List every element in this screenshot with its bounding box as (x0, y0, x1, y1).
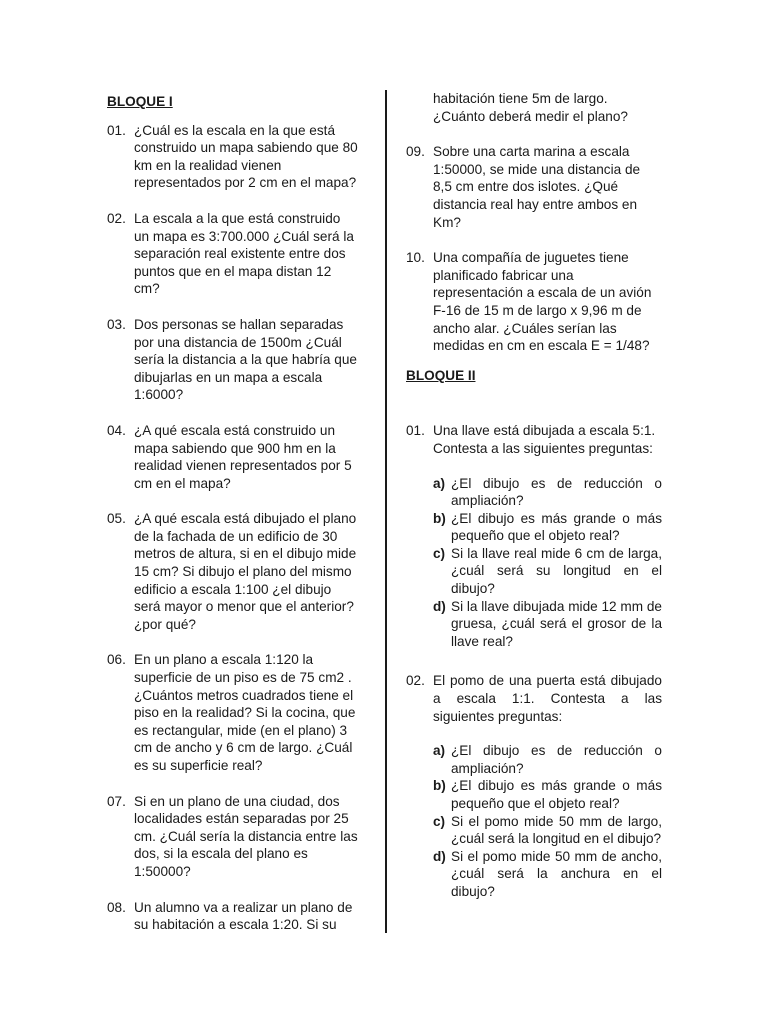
question-08-continuation: habitación tiene 5m de largo. ¿Cuánto deberá medir el plano? (433, 91, 628, 124)
question-number: 01. (406, 423, 425, 439)
sub-question-a (433, 742, 662, 777)
question-text: Una compañía de juguetes tiene planificado fabricar una representación a escala de un avión F-16 de 15 m de largo x 9,96 m de ancho alar. ¿Cuáles serían las medidas en cm en escala E = 1/48? (433, 250, 652, 354)
question-08 (107, 899, 367, 934)
question-number: 09. (406, 144, 425, 160)
question-number: 02. (406, 673, 425, 689)
column-divider (385, 90, 387, 933)
sub-question-d (433, 848, 662, 901)
question-02 (107, 210, 367, 298)
sub-question-c (433, 545, 662, 598)
sub-question-text: Si el pomo mide 50 mm de ancho, ¿cuál será la anchura en el dibujo? (451, 848, 662, 899)
question-text: Una llave está dibujada a escala 5:1. Contesta a las siguientes preguntas: (433, 423, 656, 456)
sub-question-b (433, 777, 662, 812)
sub-question-text: ¿El dibujo es más grande o más pequeño que el objeto real? (451, 510, 662, 544)
sub-question-text: ¿El dibujo es más grande o más pequeño que el objeto real? (451, 778, 662, 811)
sub-question-label: a) (433, 475, 446, 491)
block-2-question-02 (406, 672, 662, 900)
left-column (107, 88, 367, 952)
question-text: Sobre una carta marina a escala 1:50000, se mide una distancia de 8,5 cm entre dos islotes. ¿Qué distancia real hay entre ambos en Km? (433, 144, 641, 230)
sub-question-label: b) (433, 510, 446, 526)
question-number: 05. (107, 511, 126, 527)
question-09 (406, 143, 662, 231)
sub-question-label: b) (433, 778, 446, 794)
question-text: El pomo de una puerta está dibujado a escala 1:1. Contesta a las siguientes preguntas: (433, 673, 662, 724)
sub-question-label: c) (433, 545, 446, 561)
question-01 (107, 122, 367, 192)
question-text: ¿A qué escala está dibujado el plano de la fachada de un edificio de 30 metros de altura, si en el dibujo mide 15 cm? Si dibujo el plano del mismo edificio a escala 1:100 ¿el dibujo será mayor o menor que el anterior? ¿por qué? (134, 511, 357, 632)
question-number: 06. (107, 652, 126, 668)
right-column (406, 90, 662, 919)
block-2-question-01 (406, 422, 662, 650)
block-2-heading: BLOQUE II (406, 367, 476, 383)
question-body (433, 672, 662, 900)
question-number: 08. (107, 899, 126, 915)
sub-question-text: Si la llave real mide 6 cm de larga, ¿cuál será su longitud en el dibujo? (451, 545, 662, 597)
question-text: ¿A qué escala está construido un mapa sabiendo que 900 hm en la realidad vienen representados por 5 cm en el mapa? (134, 422, 352, 491)
sub-question-label: a) (433, 743, 446, 759)
question-number: 10. (406, 250, 425, 266)
question-text: En un plano a escala 1:120 la superficie de un piso es de 75 cm2 . ¿Cuántos metros cuadrados tiene el piso en la realidad? Si la cocina, que es rectangular, mide (en el plano) 3 cm de ancho y 6 cm de largo. ¿Cuál es su superficie real? (134, 652, 356, 773)
question-10 (406, 249, 662, 355)
sub-question-c (433, 813, 662, 848)
sub-question-b (433, 510, 662, 545)
sub-question-label: d) (433, 848, 446, 864)
question-text: Dos personas se hallan separadas por una distancia de 1500m ¿Cuál sería la distancia a la que habría que dibujarlas en un mapa a escala 1:6000? (134, 316, 357, 403)
sub-question-text: ¿El dibujo es de reducción o ampliación? (451, 475, 662, 509)
block-1-heading: BLOQUE I (107, 94, 173, 109)
question-text: ¿Cuál es la escala en la que está construido un mapa sabiendo que 80 km en la realidad vienen representados por 2 cm en el mapa? (134, 122, 358, 191)
question-number: 03. (107, 316, 126, 332)
question-number: 07. (107, 793, 126, 809)
question-body (433, 422, 662, 650)
question-03 (107, 316, 367, 404)
sub-question-list (433, 475, 662, 651)
question-text: La escala a la que está construido un mapa es 3:700.000 ¿Cuál será la separación real existente entre dos puntos que en el mapa distan 12 cm? (134, 210, 354, 297)
sub-question-label: d) (433, 598, 446, 614)
question-number: 04. (107, 422, 126, 438)
question-text: Si en un plano de una ciudad, dos localidades están separadas por 25 cm. ¿Cuál sería la distancia entre las dos, si la escala del plano es 1:50000? (134, 793, 358, 879)
question-06 (107, 651, 367, 774)
sub-question-text: ¿El dibujo es de reducción o ampliación? (451, 743, 662, 776)
sub-question-text: Si la llave dibujada mide 12 mm de gruesa, ¿cuál será el grosor de la llave real? (451, 598, 662, 649)
sub-question-label: c) (433, 813, 446, 829)
question-number: 01. (107, 122, 126, 138)
sub-question-a (433, 475, 662, 510)
question-05 (107, 510, 367, 633)
sub-question-list (433, 742, 662, 900)
sub-question-text: Si el pomo mide 50 mm de largo, ¿cuál será la longitud en el dibujo? (451, 813, 662, 847)
question-text: Un alumno va a realizar un plano de su habitación a escala 1:20. Si su (134, 899, 353, 933)
sub-question-d (433, 598, 662, 651)
question-07 (107, 793, 367, 881)
question-04 (107, 422, 367, 492)
question-number: 02. (107, 210, 126, 226)
